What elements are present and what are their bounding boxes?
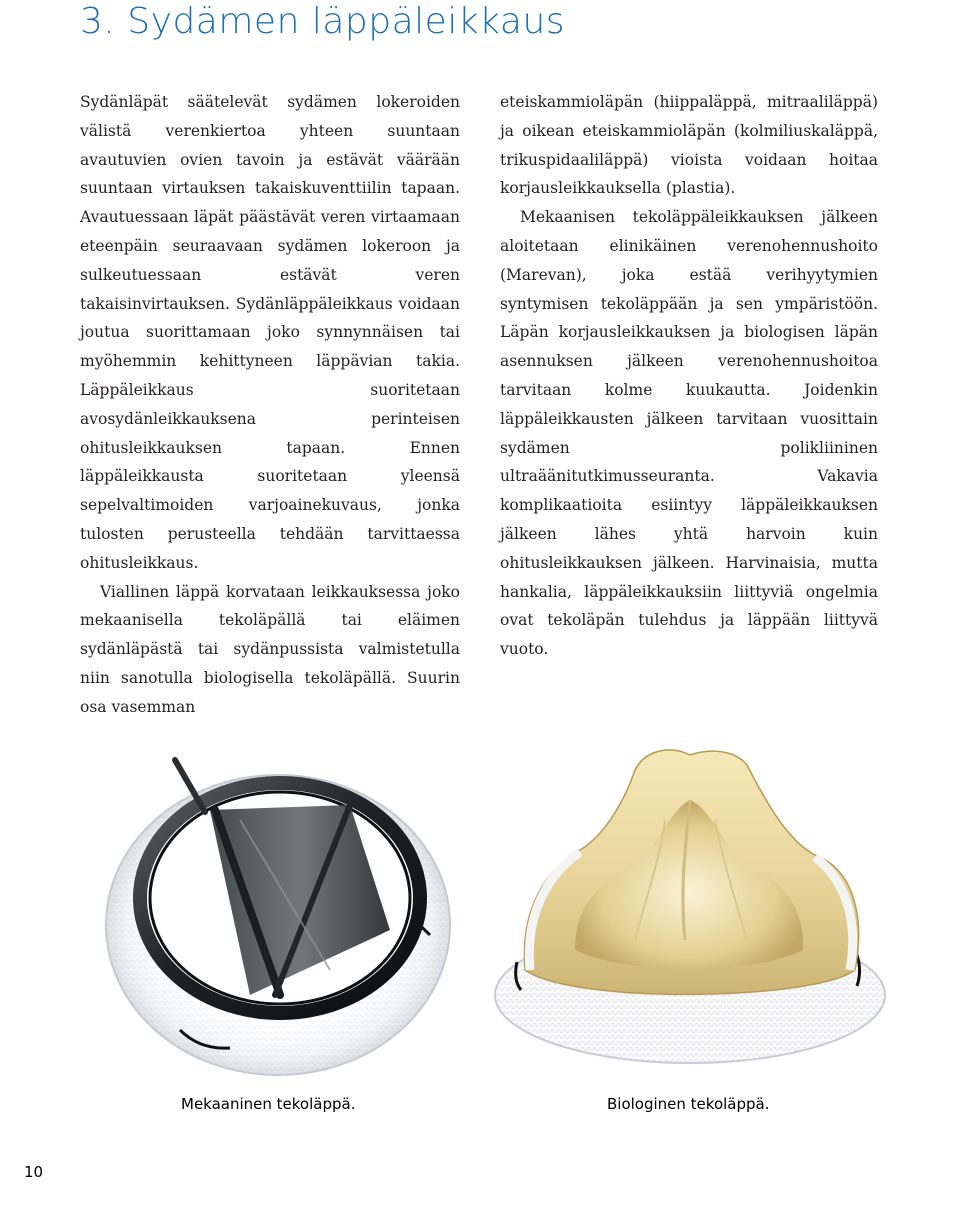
paragraph: Sydänläpät säätelevät sydämen lokeroiden välistä verenkiertoa yhteen suuntaan avautuvien ovien tavoin ja estävät väärään suuntaan virtauksen takaiskuventtiilin tapaan. Avautuessaan läpät päästävät veren virtaamaan eteenpäin seuraavaan sydämen lokeroon ja sulkeutuessaan estävät veren takaisinvirtauksen. Sydänläppäleikkaus voidaan joutua suorittamaan joko synnynnäisen tai myöhemmin kehittyneen läppävian takia. Läppäleikkaus suoritetaan avosydänleikkauksena perinteisen ohitusleikkauksen tapaan. Ennen läppäleikkausta suoritetaan yleensä sepelvaltimoiden varjoainekuvaus, jonka tulosten perusteella tehdään tarvittaessa ohitusleikkaus. xyxy=(80,93,460,572)
left-text-column xyxy=(80,88,460,722)
page-title: 3. Sydämen läppäleikkaus xyxy=(80,1,566,42)
mechanical-valve-caption: Mekaaninen tekoläppä. xyxy=(181,1095,356,1113)
biological-valve-photo xyxy=(485,740,905,1070)
paragraph: Viallinen läppä korvataan leikkauksessa joko mekaanisella tekoläpällä tai eläimen sydänläpästä tai sydänpussista valmistetulla niin sanotulla biologisella tekoläpällä. Suurin osa vasemman xyxy=(80,582,460,716)
paragraph: Mekaanisen tekoläppäleikkauksen jälkeen aloitetaan elinikäinen verenohennushoito (Marevan), joka estää verihyytymien syntymisen tekoläppään ja sen ympäristöön. Läpän korjausleikkauksen ja biologisen läpän asennuksen jälkeen verenohennushoitoa tarvitaan kolme kuukautta. Joidenkin läppäleikkausten jälkeen tarvitaan vuosittain sydämen polikliininen ultraäänitutkimusseuranta. Vakavia komplikaatioita esiintyy läppäleikkauksen jälkeen lähes yhtä harvoin kuin ohitusleikkauksen jälkeen. Harvinaisia, mutta hankalia, läppäleikkauksiin liittyviä ongelmia ovat tekoläpän tulehdus ja läppään liittyvä vuoto. xyxy=(500,208,878,659)
mechanical-valve-photo xyxy=(100,730,470,1090)
paragraph: eteiskammioläpän (hiippaläppä, mitraaliläppä) ja oikean eteiskammioläpän (kolmiliuskaläppä, trikuspidaaliläppä) vioista voidaan hoitaa korjausleikkauksella (plastia). xyxy=(500,93,878,198)
biological-valve-caption: Biologinen tekoläppä. xyxy=(607,1095,770,1113)
page-number: 10 xyxy=(24,1163,44,1181)
right-text-column xyxy=(500,88,878,664)
